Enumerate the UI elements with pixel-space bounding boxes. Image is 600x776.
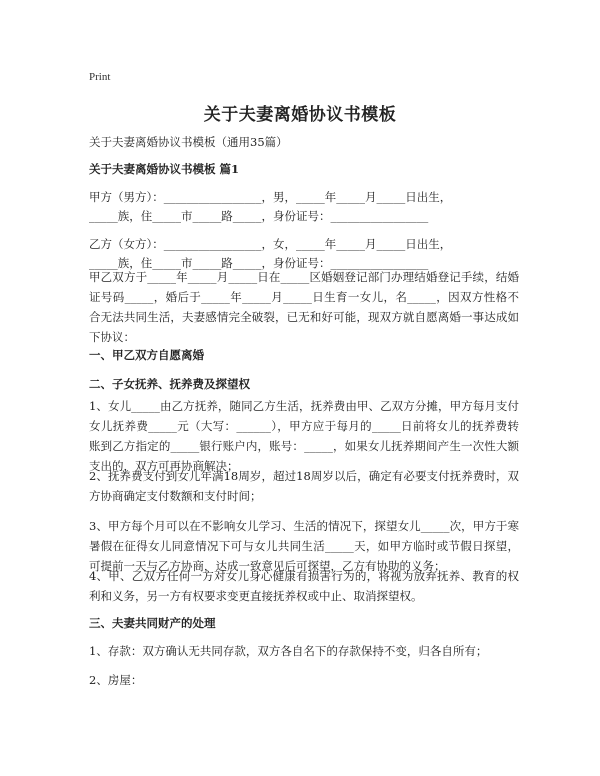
print-label[interactable]: Print bbox=[89, 71, 111, 83]
clause-2-4: 4、甲、乙双方任何一方对女儿身心健康有损害行为的，将视为放弃抚养、教育的权利和义务，另一方有权要求变更直接抚养权或中止、取消探望权。 bbox=[89, 569, 519, 603]
document-title: 关于夫妻离婚协议书模板 bbox=[203, 105, 397, 125]
wife-line-1: 乙方（女方）：_________________，女，_____年_____月_____日出生， bbox=[89, 237, 452, 251]
clause-3-1: 1、存款：双方确认无共同存款，双方各自名下的存款保持不变，归各自所有； bbox=[89, 644, 488, 658]
wife-line-2: _____族，住_____市_____路_____，身份证号：_________________ bbox=[89, 256, 429, 270]
clause-2-2: 2、抚养费支付到女儿年满18周岁，超过18周岁以后，确定有必要支付抚养费时，双方协商确定支付数额和支付时间； bbox=[89, 469, 519, 503]
section-heading-1: 一、甲乙双方自愿离婚 bbox=[89, 348, 204, 362]
clause-3-2: 2、房屋： bbox=[89, 673, 143, 687]
section-heading-3: 三、夫妻共同财产的处理 bbox=[89, 616, 216, 630]
section-heading-2: 二、子女抚养、抚养费及探望权 bbox=[89, 377, 250, 391]
article-heading: 关于夫妻离婚协议书模板 篇1 bbox=[89, 162, 240, 176]
intro-paragraph: 甲乙双方于_____年_____月_____日在_____区婚姻登记部门办理结婚登记手续，结婚证号码_____，婚后于_____年_____月_____日生育一女儿，名_____，因双方性格不合无法共同生活，夫妻感情完全破裂，已无和好可能，现双方就自愿离婚一事达成如下协议： bbox=[89, 270, 519, 344]
document-subtitle: 关于夫妻离婚协议书模板（通用35篇） bbox=[89, 135, 288, 149]
clause-2-3: 3、甲方每个月可以在不影响女儿学习、生活的情况下，探望女儿_____次，甲方于寒暑假在征得女儿同意情况下可与女儿共同生活_____天，如甲方临时或节假日探望，可提前一天与乙方协商，达成一致意见后可探望，乙方有协助的义务； bbox=[89, 519, 519, 573]
husband-line-1: 甲方（男方）：_________________，男，_____年_____月_____日出生， bbox=[89, 190, 452, 204]
clause-2-1: 1、女儿_____由乙方抚养，随同乙方生活，抚养费由甲、乙双方分摊，甲方每月支付女儿抚养费_____元（大写：______），甲方应于每月的_____日前将女儿的抚养费转账到乙方指定的_____银行账户内，账号：_____，如果女儿抚养期间产生一次性大额支出的，双方可再协商解决； bbox=[89, 399, 519, 473]
husband-line-2: _____族，住_____市_____路_____，身份证号：_________________ bbox=[89, 209, 429, 223]
